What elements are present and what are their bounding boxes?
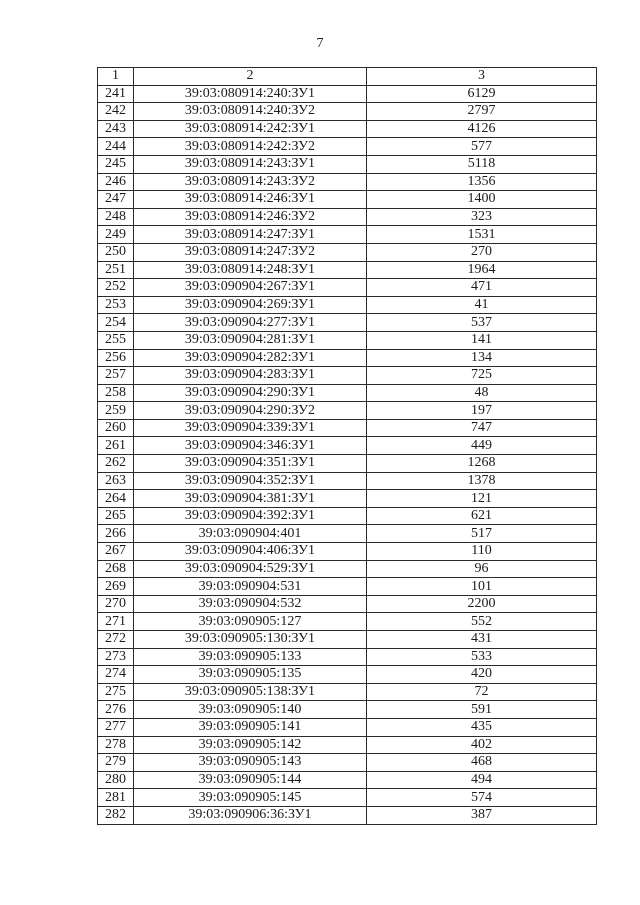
cadastral-number: 39:03:090905:143 [134,754,367,772]
row-number: 266 [98,525,134,543]
table-row [98,560,597,578]
area-value: 468 [367,754,597,772]
table-body [98,85,597,824]
row-number: 254 [98,314,134,332]
cadastral-number: 39:03:090904:346:ЗУ1 [134,437,367,455]
header-col-1: 1 [98,68,134,86]
cadastral-number: 39:03:090904:392:ЗУ1 [134,507,367,525]
table-row [98,718,597,736]
area-value: 1268 [367,455,597,473]
page-number: 7 [316,36,324,51]
row-number: 262 [98,455,134,473]
cadastral-number: 39:03:090904:401 [134,525,367,543]
area-value: 471 [367,279,597,297]
row-number: 257 [98,367,134,385]
table-row [98,208,597,226]
row-number: 275 [98,683,134,701]
area-value: 747 [367,419,597,437]
cadastral-number: 39:03:090905:138:ЗУ1 [134,683,367,701]
table-row [98,85,597,103]
cadastral-number: 39:03:090904:281:ЗУ1 [134,331,367,349]
cadastral-number: 39:03:080914:248:ЗУ1 [134,261,367,279]
row-number: 276 [98,701,134,719]
area-value: 621 [367,507,597,525]
row-number: 243 [98,120,134,138]
area-value: 431 [367,631,597,649]
row-number: 244 [98,138,134,156]
area-value: 121 [367,490,597,508]
cadastral-number: 39:03:080914:240:ЗУ2 [134,103,367,121]
table-row [98,402,597,420]
cadastral-number: 39:03:090905:130:ЗУ1 [134,631,367,649]
area-value: 5118 [367,155,597,173]
table-row [98,595,597,613]
table-header [98,68,597,86]
cadastral-number: 39:03:090904:531 [134,578,367,596]
table-row [98,507,597,525]
table-row [98,314,597,332]
cadastral-number: 39:03:090904:290:ЗУ1 [134,384,367,402]
table-row [98,455,597,473]
cadastral-number: 39:03:080914:247:ЗУ1 [134,226,367,244]
cadastral-number: 39:03:090904:532 [134,595,367,613]
table-row [98,771,597,789]
area-value: 725 [367,367,597,385]
table-row [98,138,597,156]
area-value: 323 [367,208,597,226]
table-row [98,349,597,367]
table-row [98,543,597,561]
table-row [98,525,597,543]
area-value: 41 [367,296,597,314]
cadastral-number: 39:03:090904:529:ЗУ1 [134,560,367,578]
table-row [98,683,597,701]
row-number: 265 [98,507,134,525]
cadastral-number: 39:03:090904:269:ЗУ1 [134,296,367,314]
area-value: 110 [367,543,597,561]
area-value: 197 [367,402,597,420]
table-row [98,631,597,649]
area-value: 270 [367,243,597,261]
row-number: 268 [98,560,134,578]
header-row [98,68,597,86]
area-value: 435 [367,718,597,736]
area-value: 101 [367,578,597,596]
area-value: 4126 [367,120,597,138]
row-number: 280 [98,771,134,789]
area-value: 591 [367,701,597,719]
table-row [98,261,597,279]
row-number: 241 [98,85,134,103]
table-row [98,736,597,754]
area-value: 449 [367,437,597,455]
row-number: 245 [98,155,134,173]
table-row [98,789,597,807]
header-col-3: 3 [367,68,597,86]
row-number: 250 [98,243,134,261]
area-value: 48 [367,384,597,402]
table-row [98,120,597,138]
header-col-2: 2 [134,68,367,86]
table-row [98,296,597,314]
cadastral-number: 39:03:090905:142 [134,736,367,754]
cadastral-number: 39:03:080914:240:ЗУ1 [134,85,367,103]
row-number: 252 [98,279,134,297]
table-row [98,191,597,209]
table-row [98,472,597,490]
area-value: 533 [367,648,597,666]
cadastral-number: 39:03:080914:247:ЗУ2 [134,243,367,261]
table-row [98,279,597,297]
cadastral-number: 39:03:080914:246:ЗУ2 [134,208,367,226]
table-row [98,243,597,261]
area-value: 402 [367,736,597,754]
cadastral-number: 39:03:090904:277:ЗУ1 [134,314,367,332]
row-number: 242 [98,103,134,121]
area-value: 1378 [367,472,597,490]
cadastral-number: 39:03:090905:145 [134,789,367,807]
cadastral-number: 39:03:090905:140 [134,701,367,719]
area-value: 1964 [367,261,597,279]
row-number: 274 [98,666,134,684]
cadastral-number: 39:03:090904:352:ЗУ1 [134,472,367,490]
area-value: 387 [367,806,597,824]
area-value: 6129 [367,85,597,103]
cadastral-number: 39:03:080914:246:ЗУ1 [134,191,367,209]
cadastral-number: 39:03:090905:133 [134,648,367,666]
table-row [98,331,597,349]
row-number: 267 [98,543,134,561]
row-number: 264 [98,490,134,508]
row-number: 273 [98,648,134,666]
table-row [98,490,597,508]
row-number: 261 [98,437,134,455]
row-number: 272 [98,631,134,649]
row-number: 260 [98,419,134,437]
row-number: 278 [98,736,134,754]
area-value: 134 [367,349,597,367]
table-row [98,578,597,596]
table-row [98,701,597,719]
table-row [98,103,597,121]
area-value: 2200 [367,595,597,613]
area-value: 1531 [367,226,597,244]
row-number: 282 [98,806,134,824]
row-number: 253 [98,296,134,314]
area-value: 420 [367,666,597,684]
row-number: 281 [98,789,134,807]
area-value: 577 [367,138,597,156]
table-row [98,806,597,824]
cadastral-number: 39:03:090904:290:ЗУ2 [134,402,367,420]
row-number: 249 [98,226,134,244]
row-number: 247 [98,191,134,209]
cadastral-number: 39:03:090905:127 [134,613,367,631]
area-value: 2797 [367,103,597,121]
row-number: 259 [98,402,134,420]
cadastral-number: 39:03:090904:339:ЗУ1 [134,419,367,437]
cadastral-number: 39:03:090905:141 [134,718,367,736]
cadastral-number: 39:03:090904:267:ЗУ1 [134,279,367,297]
row-number: 277 [98,718,134,736]
row-number: 269 [98,578,134,596]
table-row [98,173,597,191]
area-value: 574 [367,789,597,807]
table-row [98,666,597,684]
area-value: 1356 [367,173,597,191]
cadastral-number: 39:03:090904:283:ЗУ1 [134,367,367,385]
table-row [98,367,597,385]
row-number: 270 [98,595,134,613]
cadastral-number: 39:03:090904:282:ЗУ1 [134,349,367,367]
table-row [98,384,597,402]
cadastral-number: 39:03:080914:243:ЗУ1 [134,155,367,173]
row-number: 258 [98,384,134,402]
cadastral-number: 39:03:080914:243:ЗУ2 [134,173,367,191]
row-number: 246 [98,173,134,191]
table-row [98,155,597,173]
table-row [98,648,597,666]
area-value: 537 [367,314,597,332]
row-number: 251 [98,261,134,279]
table-row [98,419,597,437]
cadastral-number: 39:03:090904:351:ЗУ1 [134,455,367,473]
table-row [98,437,597,455]
area-value: 517 [367,525,597,543]
cadastral-number: 39:03:080914:242:ЗУ2 [134,138,367,156]
area-value: 1400 [367,191,597,209]
row-number: 248 [98,208,134,226]
cadastral-number: 39:03:090904:381:ЗУ1 [134,490,367,508]
area-value: 494 [367,771,597,789]
cadastral-number: 39:03:090905:144 [134,771,367,789]
row-number: 271 [98,613,134,631]
table-row [98,613,597,631]
area-value: 141 [367,331,597,349]
row-number: 255 [98,331,134,349]
area-value: 552 [367,613,597,631]
area-value: 96 [367,560,597,578]
cadastral-number: 39:03:090904:406:ЗУ1 [134,543,367,561]
area-value: 72 [367,683,597,701]
parcel-table [97,67,597,825]
row-number: 279 [98,754,134,772]
cadastral-number: 39:03:090906:36:ЗУ1 [134,806,367,824]
table-row [98,226,597,244]
cadastral-number: 39:03:080914:242:ЗУ1 [134,120,367,138]
row-number: 263 [98,472,134,490]
cadastral-number: 39:03:090905:135 [134,666,367,684]
table-row [98,754,597,772]
row-number: 256 [98,349,134,367]
